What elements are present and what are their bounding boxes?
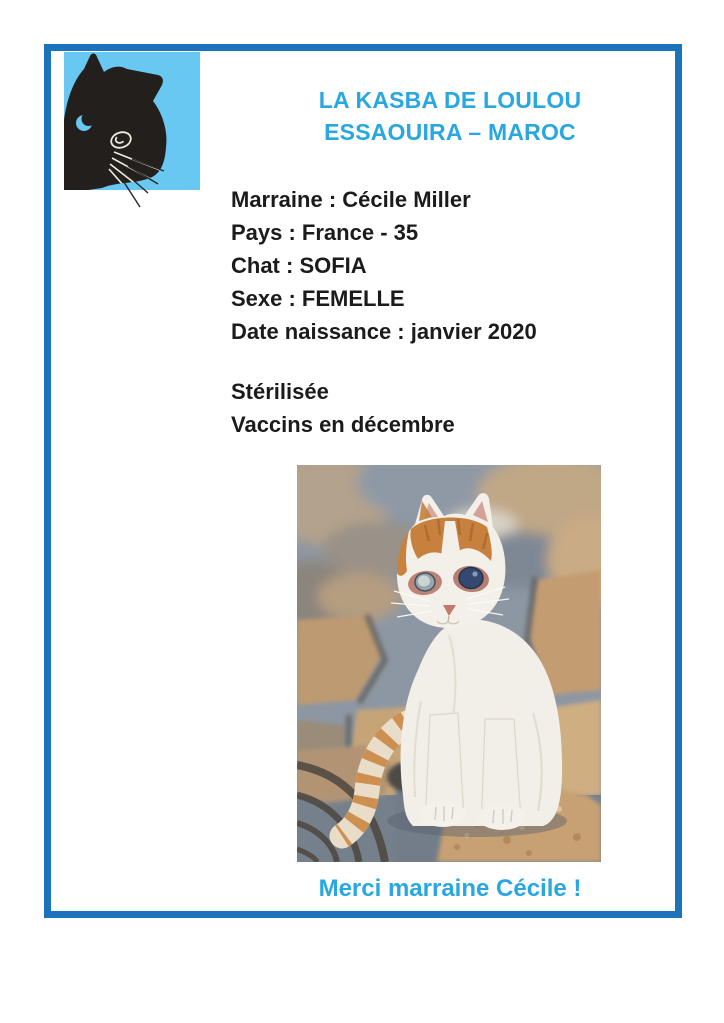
thanks-message: Merci marraine Cécile !: [318, 875, 582, 902]
org-title-line2: ESSAOUIRA – MAROC: [324, 119, 576, 145]
black-cat-icon: [64, 52, 200, 212]
cat-photo-image: [297, 465, 601, 862]
spacer: [231, 348, 537, 375]
org-title-line1: LA KASBA DE LOULOU: [318, 87, 582, 113]
org-title: [210, 84, 690, 148]
info-line-chat: Chat : SOFIA: [231, 253, 367, 278]
cat-photo: [297, 465, 601, 862]
info-line-marraine: Marraine : Cécile Miller: [231, 187, 471, 212]
sponsorship-info: [231, 183, 537, 441]
info-line-sexe: Sexe : FEMELLE: [231, 286, 405, 311]
status-line-sterilisee: Stérilisée: [231, 379, 329, 404]
status-line-vaccins: Vaccins en décembre: [231, 412, 455, 437]
info-line-pays: Pays : France - 35: [231, 220, 419, 245]
cat-logo: [64, 52, 200, 212]
info-line-naissance: Date naissance : janvier 2020: [231, 319, 537, 344]
